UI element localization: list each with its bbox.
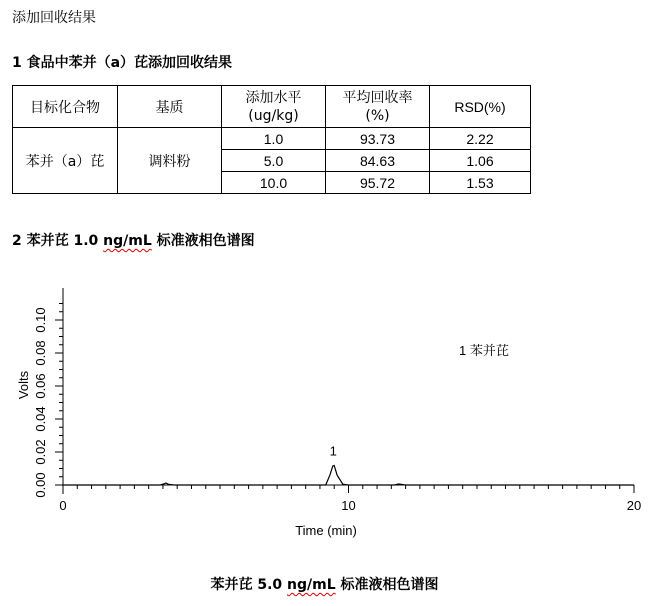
caption-unit: ng/mL [287, 577, 336, 593]
chromatogram-chart [0, 280, 649, 550]
y-tick-label: 0.00 [33, 472, 48, 498]
header-rsd: RSD(%) [430, 86, 531, 128]
x-axis-label: Time (min) [295, 523, 357, 538]
peak-label: 1 [329, 443, 337, 459]
caption-prefix: 苯并芘 5.0 [210, 577, 288, 593]
header-matrix: 基质 [118, 86, 222, 128]
section1-title: 1 食品中苯并（a）芘添加回收结果 [12, 55, 233, 71]
section2-title-suffix: 标准液相色谱图 [151, 233, 255, 249]
y-tick-label: 0.08 [33, 340, 48, 366]
y-tick-label: 0.06 [33, 373, 48, 399]
chromatogram-trace [63, 466, 634, 486]
cell-rsd: 2.22 [430, 128, 531, 150]
cell-matrix: 调料粉 [118, 128, 222, 194]
cell-spike: 1.0 [222, 128, 326, 150]
cell-rsd: 1.53 [430, 172, 531, 194]
cell-spike: 10.0 [222, 172, 326, 194]
cell-recovery: 93.73 [326, 128, 430, 150]
recovery-table [12, 85, 531, 194]
chart-caption [0, 574, 649, 594]
section2-title [12, 230, 255, 250]
y-tick-label: 0.02 [33, 439, 48, 465]
legend-text: 1 苯并芘 [459, 343, 509, 358]
header-compound: 目标化合物 [13, 86, 118, 128]
y-tick-label: 0.10 [33, 307, 48, 333]
cell-recovery: 84.63 [326, 150, 430, 172]
x-tick-label: 10 [341, 498, 356, 513]
x-tick-label: 0 [59, 498, 67, 513]
header-spike-level: 添加水平 (ug/kg) [222, 86, 326, 128]
y-tick-label: 0.04 [33, 406, 48, 432]
y-axis-label: Volts [16, 370, 31, 400]
cell-compound: 苯并（a）芘 [13, 128, 118, 194]
x-tick-label: 20 [626, 498, 642, 513]
section2-title-unit: ng/mL [103, 233, 152, 249]
cell-recovery: 95.72 [326, 172, 430, 194]
section2-title-prefix: 2 苯并芘 1.0 [12, 233, 104, 249]
caption-suffix: 标准液相色谱图 [335, 577, 439, 593]
cell-rsd: 1.06 [430, 150, 531, 172]
header-recovery: 平均回收率 (%) [326, 86, 430, 128]
doc-title: 添加回收结果 [12, 10, 96, 26]
cell-spike: 5.0 [222, 150, 326, 172]
